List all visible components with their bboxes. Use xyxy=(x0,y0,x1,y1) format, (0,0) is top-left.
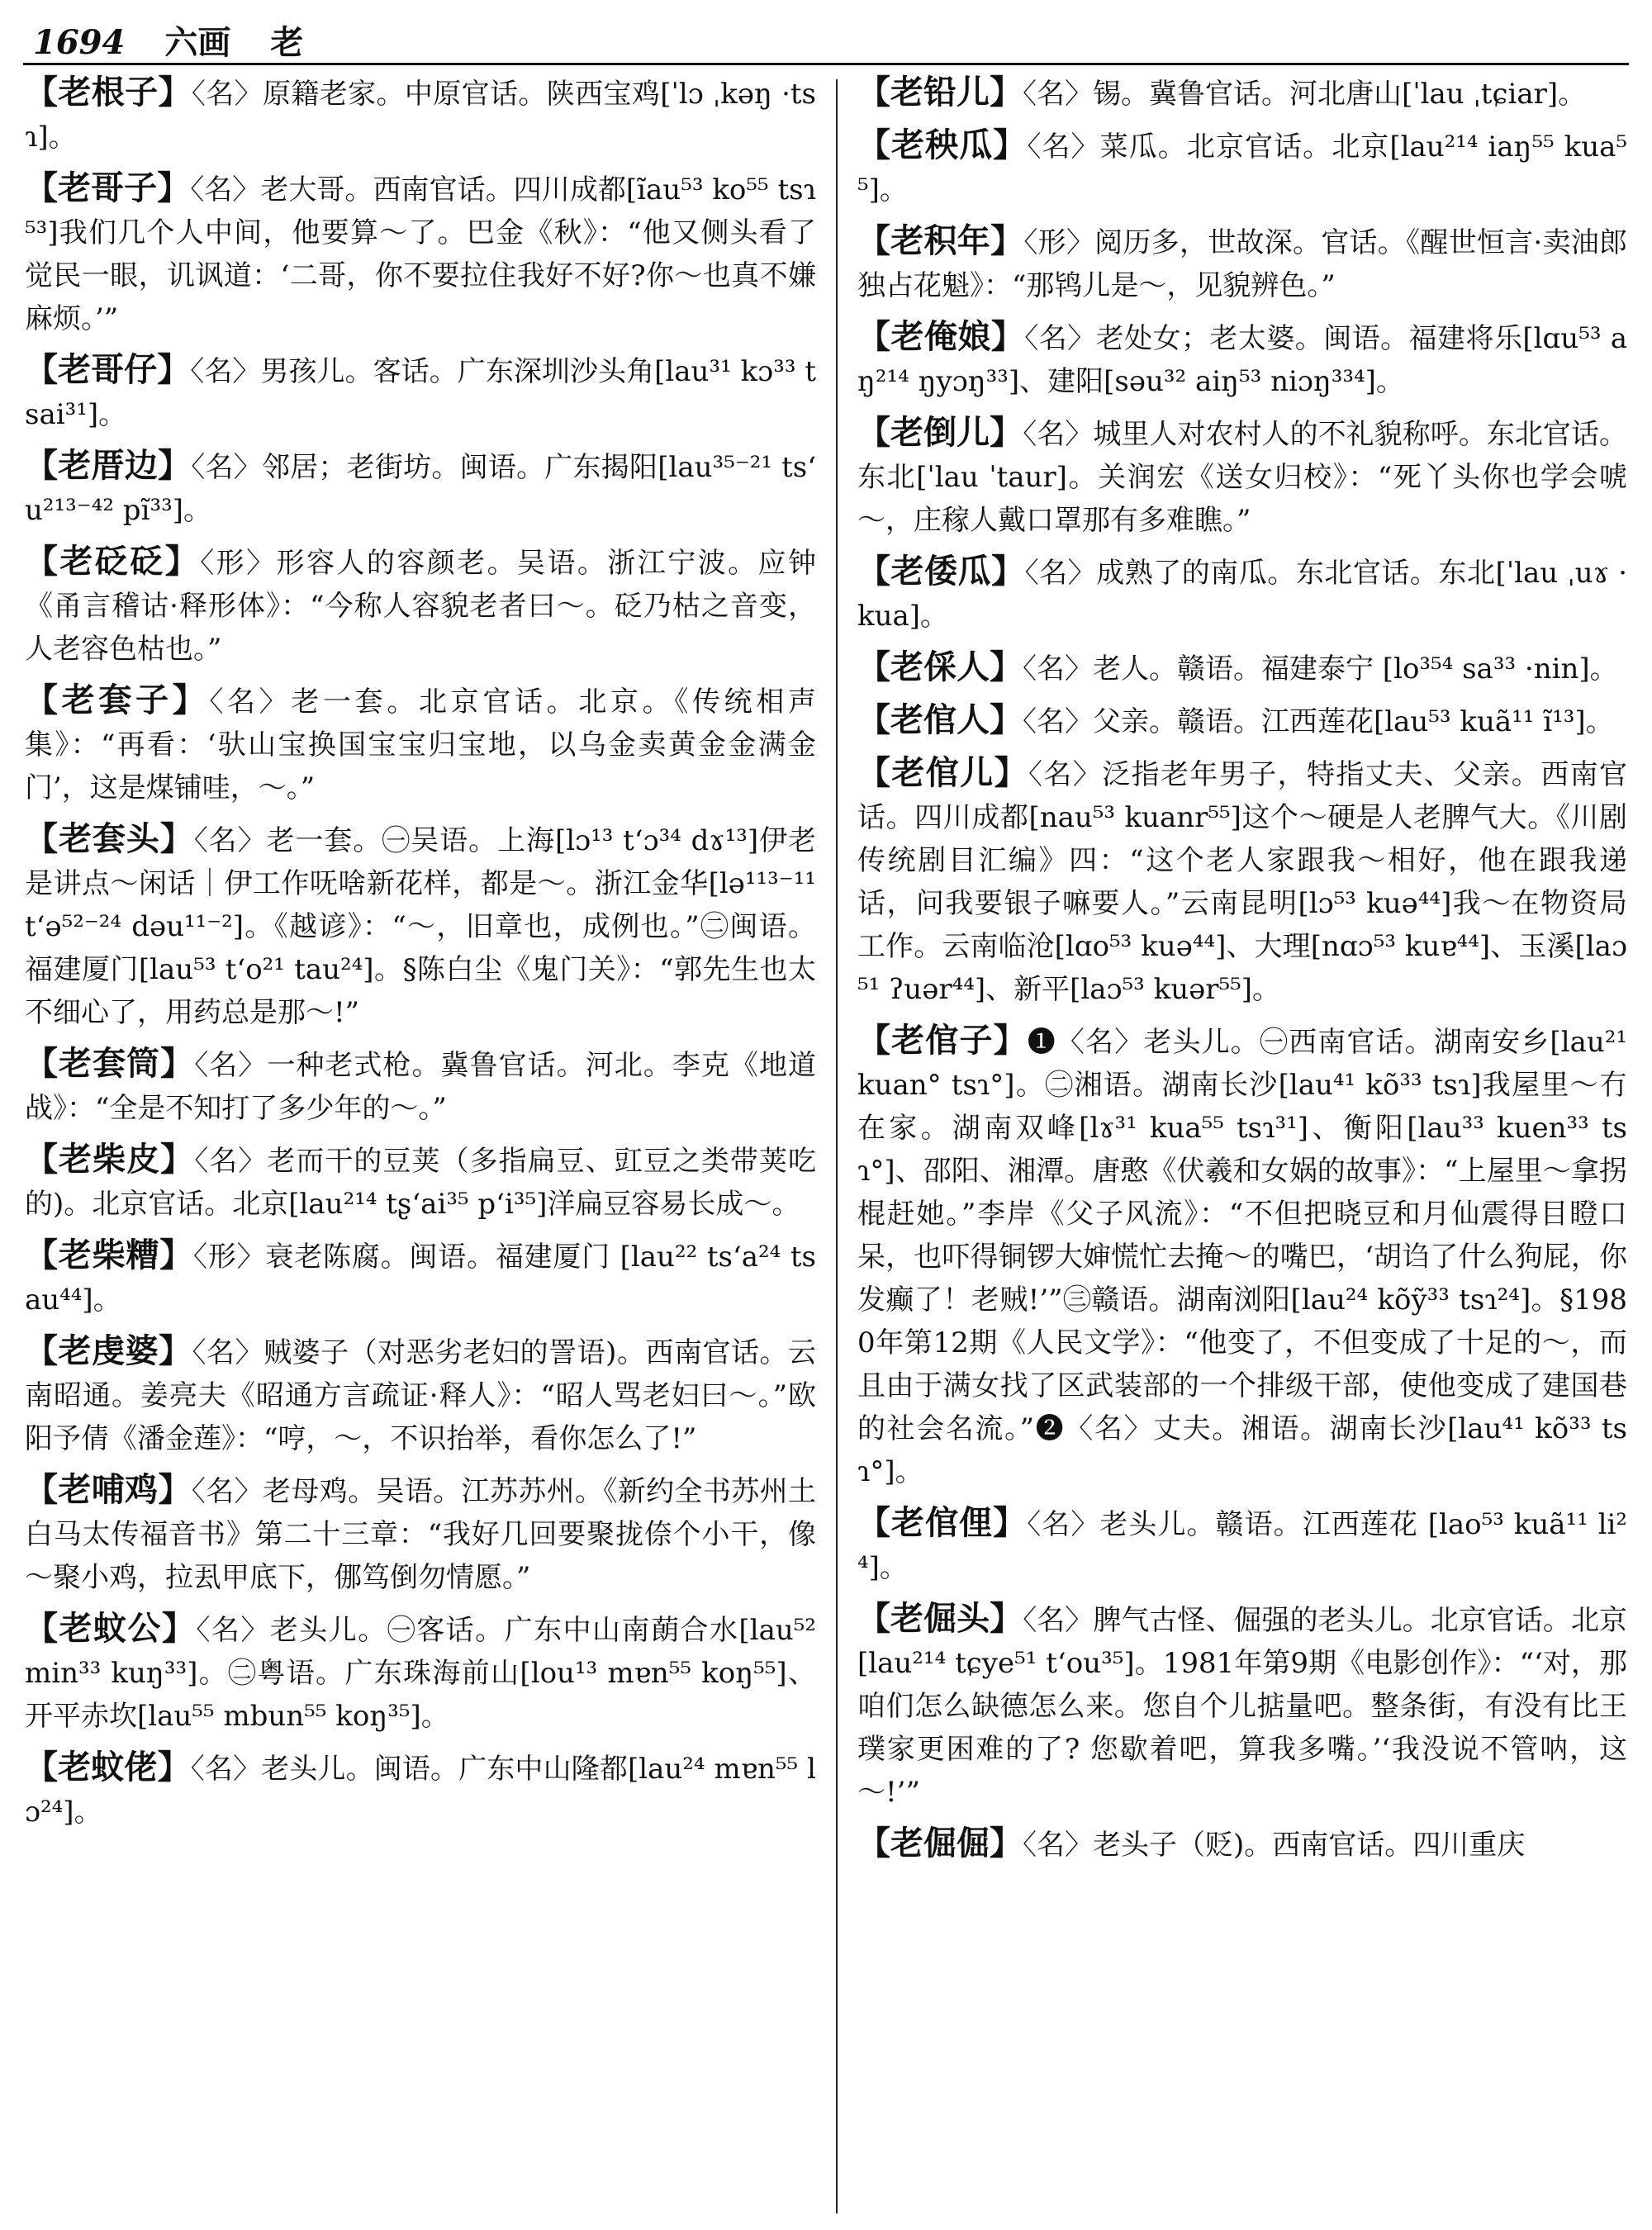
dictionary-entry xyxy=(25,71,816,159)
dictionary-entry xyxy=(857,71,1627,116)
definition: 〈名〉菜瓜。北京官话。北京[lau²¹⁴ iaŋ⁵⁵ kua⁵⁵]。 xyxy=(857,130,1628,206)
dictionary-entry xyxy=(25,167,816,340)
dictionary-entry xyxy=(25,679,816,809)
dictionary-entry xyxy=(857,646,1627,690)
headword: 【老倭瓜】 xyxy=(857,552,1025,591)
definition: 〈形〉衰老陈腐。闽语。福建厦门 [lau²² tsʻa²⁴ tsau⁴⁴]。 xyxy=(25,1241,816,1317)
dictionary-entry xyxy=(25,818,816,1034)
dictionary-entry xyxy=(857,124,1627,211)
headword: 【老柴皮】 xyxy=(25,1140,195,1179)
headword: 【老倌儿】 xyxy=(857,753,1028,792)
definition: 〈名〉老而干的豆荚（多指扁豆、豇豆之类带荚吃的)。北京官话。北京[lau²¹⁴ tʂʻai³⁵ pʻi³⁵]洋扁豆容易长成～。 xyxy=(25,1145,817,1221)
dictionary-entry xyxy=(25,444,816,532)
headword: 【老倒儿】 xyxy=(857,413,1023,452)
headword: 【老套筒】 xyxy=(25,1044,195,1083)
dictionary-entry xyxy=(857,411,1627,542)
definition: 〈名〉成熟了的南瓜。东北官话。东北[ˈlau ˌuɤ ·kua]。 xyxy=(857,557,1627,633)
definition: 〈名〉老头儿。赣语。江西莲花 [lao⁵³ kuã¹¹ li²⁴]。 xyxy=(857,1508,1627,1584)
definition: ❶〈名〉老头儿。㊀西南官话。湖南安乡[lau²¹ kuan° tsɿ°]。㊁湘语。湖南长沙[lau⁴¹ kõ³³ tsɿ]我屋里～冇在家。湖南双峰[lɤ³¹ kua⁵⁵ tsɿ³¹]、衡阳[lau³³ kuen³³ tsɿ°]、邵阳、湘潭。唐憨《伏羲和女娲的故事》：“上屋里～拿拐棍赶她。”李岸《父子风流》：“不但把晓豆和月仙震得目瞪口呆，也吓得铜锣大婶慌忙去掩～的嘴巴，‘胡诌了什么狗屁，你发癫了！老贼!’”㊂赣语。湖南浏阳[lau²⁴ kõỹ³³ tsɿ²⁴]。§1980年第12期《人民文学》：“他变了，不但变成了十足的～，而且由于满女找了区武装部的一个排级干部，使他变成了建国巷的社会名流。”❷〈名〉丈夫。湘语。湖南长沙[lau⁴¹ kõ³³ tsɿ°]。 xyxy=(857,1026,1627,1488)
dictionary-entry xyxy=(857,1822,1627,1867)
headword: 【老套子】 xyxy=(25,681,210,719)
dictionary-entry xyxy=(857,752,1627,1011)
headword: 【老哥子】 xyxy=(25,168,191,207)
headword: 【老厝边】 xyxy=(25,446,192,485)
definition: 〈名〉原籍老家。中原官话。陕西宝鸡[ˈlɔ ˌkəŋ ·tsɿ]。 xyxy=(25,78,817,154)
column-divider xyxy=(836,79,838,2213)
dictionary-entry xyxy=(857,220,1627,307)
section-label: 六画 xyxy=(164,23,231,62)
definition: 〈名〉老大哥。西南官话。四川成都[ĩau⁵³ ko⁵⁵ tsɿ⁵³]我们几个人中间，他要算～了。巴金《秋》：“他又侧头看了觉民一眼，讥讽道：‘二哥，你不要拉住我好不好?你～也真不嫌麻烦。’” xyxy=(25,173,817,335)
definition: 〈名〉贼婆子（对恶劣老妇的詈语)。西南官话。云南昭通。姜亮夫《昭通方言疏证·释人》：“昭人骂老妇曰～。”欧阳予倩《潘金莲》：“哼，～，不识抬举，看你怎么了!” xyxy=(25,1336,817,1455)
dictionary-entry xyxy=(25,1607,816,1738)
definition: 〈名〉锡。冀鲁官话。河北唐山[ˈlau ˌtɕiar]。 xyxy=(1023,78,1587,111)
dictionary-entry xyxy=(25,1468,816,1599)
definition: 〈名〉老人。赣语。福建泰宁 [lo³⁵⁴ sa³³ ·nin]。 xyxy=(1023,652,1618,686)
headword: 【老套头】 xyxy=(25,819,194,858)
headword: 【老根子】 xyxy=(25,73,192,112)
dictionary-entry xyxy=(25,1746,816,1834)
left-column xyxy=(25,71,816,2222)
definition: 〈名〉父亲。赣语。江西莲花[lau⁵³ kuã¹¹ ĩ¹³]。 xyxy=(1023,705,1614,738)
headword: 【老倸人】 xyxy=(857,648,1023,686)
dictionary-entry xyxy=(857,316,1627,403)
headword: 【老蚊佬】 xyxy=(25,1748,191,1786)
definition: 〈名〉老头儿。闽语。广东中山隆都[lau²⁴ mɐn⁵⁵ lɔ²⁴]。 xyxy=(25,1753,816,1829)
headword: 【老柴糟】 xyxy=(25,1236,194,1274)
dictionary-entry xyxy=(857,1597,1627,1814)
headword: 【老哥仔】 xyxy=(25,350,191,389)
definition: 〈名〉脾气古怪、倔强的老头儿。北京官话。北京[lau²¹⁴ tɕye⁵¹ tʻou³⁵]。1981年第9期《电影创作》：“‘对，那咱们怎么缺德怎么来。您自个儿掂量吧。整条街，有没有比王璞家更困难的了? 您歇着吧，算我多嘴。’‘我没说不管呐，这～!’” xyxy=(857,1604,1628,1809)
headword: 【老倌俚】 xyxy=(857,1503,1028,1542)
dictionary-entry xyxy=(857,699,1627,743)
headword: 【老倔倔】 xyxy=(857,1824,1023,1862)
definition: 〈名〉泛指老年男子，特指丈夫、父亲。西南官话。四川成都[nau⁵³ kuanr⁵⁵]这个～硬是人老脾气大。《川剧传统剧目汇编》四：“这个老人家跟我～相好，他在跟我递话，问我要银子嘛要人。”云南昆明[lɔ⁵³ kuə⁴⁴]我～在物资局工作。云南临沧[lɑo⁵³ kuə⁴⁴]、大理[nɑɔ⁵³ kuɐ⁴⁴]、玉溪[laɔ⁵¹ ʔuər⁴⁴]、新平[laɔ⁵³ kuər⁵⁵]。 xyxy=(857,758,1627,1006)
dictionary-entry xyxy=(25,1234,816,1321)
definition: 〈名〉老头儿。㊀客话。广东中山南蓢合水[lau⁵² min³³ kuŋ³³]。㊁粤语。广东珠海前山[lou¹³ mɐn⁵⁵ koŋ⁵⁵]、开平赤坎[lau⁵⁵ mbun⁵⁵ koŋ³⁵]。 xyxy=(25,1614,816,1733)
dictionary-entry xyxy=(25,1042,816,1130)
dictionary-entry xyxy=(857,1502,1627,1589)
definition: 〈名〉邻居；老街坊。闽语。广东揭阳[lau³⁵⁻²¹ tsʻu²¹³⁻⁴² pĩ³³]。 xyxy=(25,451,817,527)
headword: 【老倌人】 xyxy=(857,700,1023,739)
page-number: 1694 xyxy=(33,23,126,62)
headword: 【老铅儿】 xyxy=(857,73,1023,112)
definition: 〈名〉老一套。㊀吴语。上海[lɔ¹³ tʻɔ³⁴ dɤ¹³]伊老是讲点～闲话｜伊工作呒啥新花样，都是～。浙江金华[lə¹¹³⁻¹¹ tʻə⁵²⁻²⁴ dəu¹¹⁻²]。《越谚》：“～，旧章也，成例也。”㊁闽语。福建厦门[lau⁵³ tʻo²¹ tau²⁴]。§陈白尘《鬼门关》：“郭先生也太不细心了，用药总是那～!” xyxy=(25,824,817,1029)
page-header xyxy=(33,17,1619,63)
headword: 【老虔婆】 xyxy=(25,1331,192,1370)
definition: 〈名〉老头子（贬)。西南官话。四川重庆 xyxy=(1023,1829,1526,1862)
headword: 【老哺鸡】 xyxy=(25,1470,192,1509)
header-rule xyxy=(23,63,1629,65)
definition: 〈形〉阅历多，世故深。官话。《醒世恒言·卖油郎独占花魁》：“那鸨儿是～，见貌辨色。” xyxy=(857,226,1628,302)
definition: 〈名〉男孩儿。客话。广东深圳沙头角[lau³¹ kɔ³³ tsai³¹]。 xyxy=(25,355,817,431)
definition: 〈名〉一种老式枪。冀鲁官话。河北。李克《地道战》：“全是不知打了多少年的～。” xyxy=(25,1049,817,1125)
dictionary-entry xyxy=(25,540,816,671)
headword: 【老砭砭】 xyxy=(25,542,201,581)
definition: 〈名〉老处女；老太婆。闽语。福建将乐[lɑu⁵³ aŋ²¹⁴ ŋyɔŋ³³]、建阳[səu³² aiŋ⁵³ niɔŋ³³⁴]。 xyxy=(857,322,1627,398)
dictionary-entry xyxy=(857,550,1627,638)
headword: 【老倔头】 xyxy=(857,1599,1023,1638)
dictionary-entry xyxy=(25,1330,816,1460)
definition: 〈名〉老母鸡。吴语。江苏苏州。《新约全书苏州土白马太传福音书》第二十三章：“我好几回要聚拢倷个小干，像～聚小鸡，拉厾甲底下，㑚笃倒勿情愿。” xyxy=(25,1475,817,1594)
definition: 〈名〉城里人对农村人的不礼貌称呼。东北官话。东北[ˈlau ˈtaur]。关润宏《送女归校》：“死丫头你也学会唬～，庄稼人戴口罩那有多难瞧。” xyxy=(857,418,1628,537)
right-column xyxy=(857,71,1627,2222)
headword: 【老俺娘】 xyxy=(857,317,1025,356)
headword: 【老积年】 xyxy=(857,221,1024,260)
radical-label: 老 xyxy=(270,23,304,62)
headword: 【老秧瓜】 xyxy=(857,126,1028,164)
dictionary-entry xyxy=(25,349,816,436)
headword: 【老倌子】 xyxy=(857,1021,1028,1060)
headword: 【老蚊公】 xyxy=(25,1609,197,1648)
dictionary-entry xyxy=(25,1138,816,1226)
definition: 〈名〉老一套。北京官话。北京。《传统相声集》：“再看：‘驮山宝换国宝宝归宝地，以乌金卖黄金金满金门’，这是煤铺哇，～。” xyxy=(25,686,817,804)
definition: 〈形〉形容人的容颜老。吴语。浙江宁波。应钟《甬言稽诂·释形体》：“今称人容貌老者曰～。砭乃枯之音变，人老容色枯也。” xyxy=(25,547,817,666)
dictionary-entry xyxy=(857,1019,1627,1493)
